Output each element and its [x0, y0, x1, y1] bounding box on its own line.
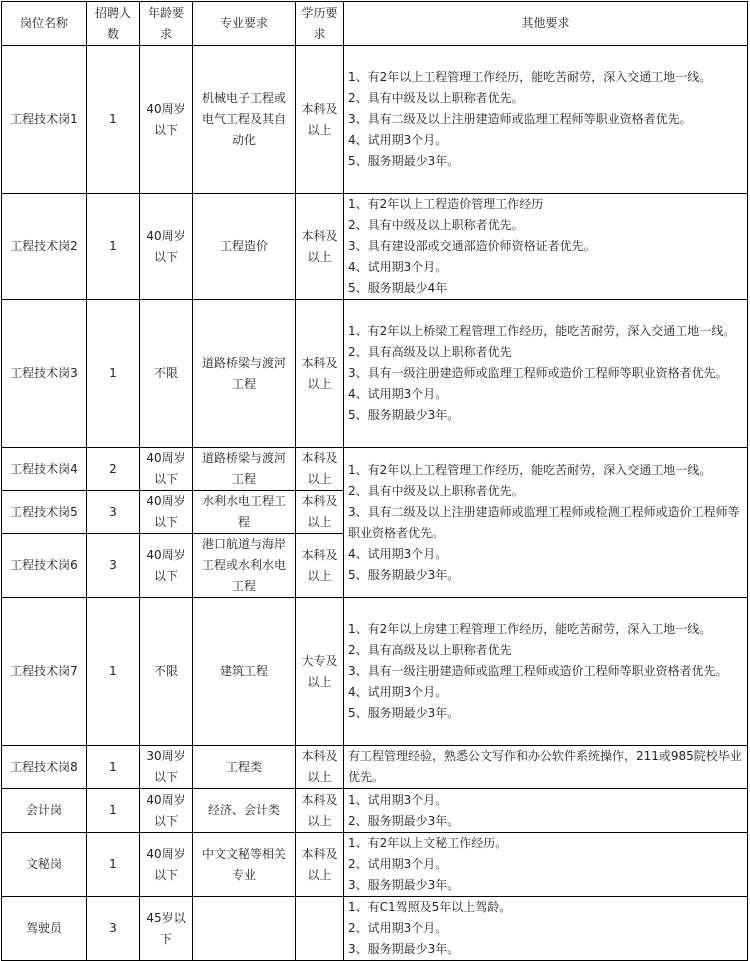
cell-count: 2	[87, 448, 140, 491]
header-major: 专业要求	[193, 2, 296, 46]
cell-education: 本科及以上	[296, 789, 344, 833]
cell-post: 驾驶员	[2, 897, 87, 961]
requirement-line: 4、试用期3个月。	[348, 133, 448, 147]
cell-count: 1	[87, 300, 140, 448]
cell-age: 45岁以下	[140, 897, 193, 961]
cell-count: 1	[87, 833, 140, 897]
cell-major: 经济、会计类	[193, 789, 296, 833]
cell-count: 3	[87, 534, 140, 598]
cell-post: 工程技术岗7	[2, 598, 87, 746]
cell-other-shared	[344, 448, 748, 598]
requirement-line: 3、具有二级及以上注册建造师或监理工程师或检测工程师或造价工程师等职业资格者优先。	[348, 504, 740, 540]
cell-post: 工程技术岗3	[2, 300, 87, 448]
cell-education: 本科及以上	[296, 534, 344, 598]
requirement-line: 1、有2年以上房建工程管理工作经历，能吃苦耐劳，深入工地一线。	[348, 622, 712, 636]
cell-count: 1	[87, 194, 140, 300]
table-row	[2, 789, 748, 833]
requirement-line: 2、具有中级及以上职称者优先。	[348, 218, 524, 232]
cell-post: 工程技术岗4	[2, 448, 87, 491]
table-row	[2, 46, 748, 194]
table-row	[2, 194, 748, 300]
requirement-line: 1、有2年以上桥梁工程管理工作经历，能吃苦耐劳，深入交通工地一线。	[348, 324, 736, 338]
requirement-line: 5、服务期最少3年。	[348, 567, 460, 582]
cell-count: 1	[87, 598, 140, 746]
cell-major: 道路桥梁与渡河工程	[193, 300, 296, 448]
table-row	[2, 746, 748, 789]
cell-age: 40周岁以下	[140, 46, 193, 194]
header-count: 招聘人数	[87, 2, 140, 46]
cell-education: 本科及以上	[296, 746, 344, 789]
requirement-line: 1、有2年以上工程造价管理工作经历	[348, 197, 544, 211]
requirement-line: 5、服务期最少3年。	[348, 408, 460, 422]
requirement-line: 2、具有中级及以上职称者优先。	[348, 91, 524, 105]
cell-age: 40周岁以下	[140, 534, 193, 598]
cell-education: 本科及以上	[296, 300, 344, 448]
cell-other	[344, 598, 748, 746]
requirement-line: 1、有2年以上文秘工作经历。	[348, 836, 508, 850]
table-header-row	[2, 2, 748, 46]
cell-other	[344, 46, 748, 194]
cell-post: 工程技术岗1	[2, 46, 87, 194]
requirement-line: 2、具有高级及以上职称者优先	[348, 345, 512, 359]
cell-other	[344, 833, 748, 897]
cell-age: 不限	[140, 598, 193, 746]
header-other: 其他要求	[344, 2, 748, 46]
cell-age: 40周岁以下	[140, 833, 193, 897]
cell-education: 本科及以上	[296, 46, 344, 194]
table-row	[2, 448, 748, 491]
requirement-line: 4、试用期3个月。	[348, 260, 448, 274]
cell-count: 3	[87, 897, 140, 961]
requirement-line: 4、试用期3个月。	[348, 387, 448, 401]
cell-age: 40周岁以下	[140, 194, 193, 300]
cell-major: 中文文秘等相关专业	[193, 833, 296, 897]
cell-major: 港口航道与海岸工程或水利水电工程	[193, 534, 296, 598]
requirement-line: 2、具有中级及以上职称者优先。	[348, 483, 524, 498]
cell-post: 工程技术岗2	[2, 194, 87, 300]
cell-count: 1	[87, 789, 140, 833]
table-row	[2, 300, 748, 448]
cell-age: 40周岁以下	[140, 491, 193, 534]
cell-other	[344, 746, 748, 789]
cell-count: 1	[87, 46, 140, 194]
requirement-line: 5、服务期最少3年。	[348, 154, 460, 168]
cell-age: 30周岁以下	[140, 746, 193, 789]
requirement-line: 4、试用期3个月。	[348, 685, 448, 699]
header-post: 岗位名称	[2, 2, 87, 46]
cell-education	[296, 897, 344, 961]
requirement-line: 3、具有二级及以上注册建造师或监理工程师等职业资格者优先。	[348, 112, 692, 126]
cell-post: 工程技术岗6	[2, 534, 87, 598]
cell-education: 本科及以上	[296, 448, 344, 491]
cell-education: 本科及以上	[296, 833, 344, 897]
requirement-line: 3、具有建设部或交通部造价师资格证者优先。	[348, 239, 596, 253]
cell-age: 不限	[140, 300, 193, 448]
cell-count: 1	[87, 746, 140, 789]
recruitment-table	[1, 1, 748, 961]
cell-other	[344, 194, 748, 300]
requirement-line: 有工程管理经验，熟悉公文写作和办公软件系统操作，211或985院校毕业优先。	[348, 749, 742, 784]
requirement-line: 3、具有一级注册建造师或监理工程师或造价工程师等职业资格者优先。	[348, 366, 728, 380]
requirement-line: 1、有2年以上工程管理工作经历，能吃苦耐劳，深入交通工地一线。	[348, 70, 712, 84]
cell-count: 3	[87, 491, 140, 534]
header-age: 年龄要求	[140, 2, 193, 46]
requirement-line: 3、服务期最少3年。	[348, 878, 460, 892]
cell-post: 文秘岗	[2, 833, 87, 897]
cell-post: 会计岗	[2, 789, 87, 833]
cell-post: 工程技术岗5	[2, 491, 87, 534]
cell-age: 40周岁以下	[140, 789, 193, 833]
requirement-line: 5、服务期最少3年。	[348, 706, 460, 720]
cell-major: 道路桥梁与渡河工程	[193, 448, 296, 491]
requirement-line: 1、有C1驾照及5年以上驾龄。	[348, 900, 512, 914]
requirement-line: 3、服务期最少3年。	[348, 942, 460, 956]
requirement-line: 2、试用期3个月。	[348, 857, 448, 871]
cell-age: 40周岁以下	[140, 448, 193, 491]
cell-other	[344, 897, 748, 961]
cell-education: 本科及以上	[296, 194, 344, 300]
requirement-line: 2、具有高级及以上职称者优先	[348, 643, 512, 657]
requirement-line: 4、试用期3个月。	[348, 546, 448, 561]
requirement-line: 1、试用期3个月。	[348, 792, 448, 807]
requirement-line: 2、试用期3个月。	[348, 921, 448, 935]
cell-education: 大专及以上	[296, 598, 344, 746]
table-row	[2, 897, 748, 961]
cell-education: 本科及以上	[296, 491, 344, 534]
cell-major: 机械电子工程或电气工程及其自动化	[193, 46, 296, 194]
table-row	[2, 833, 748, 897]
cell-post: 工程技术岗8	[2, 746, 87, 789]
header-education: 学历要求	[296, 2, 344, 46]
cell-major: 工程类	[193, 746, 296, 789]
requirement-line: 2、服务期最少3年。	[348, 813, 460, 828]
cell-other	[344, 300, 748, 448]
requirement-line: 5、服务期最少4年	[348, 281, 448, 295]
requirement-line: 1、有2年以上工程管理工作经历，能吃苦耐劳，深入交通工地一线。	[348, 462, 712, 477]
cell-major: 工程造价	[193, 194, 296, 300]
requirement-line: 3、具有一级注册建造师或监理工程师或造价工程师等职业资格者优先。	[348, 664, 728, 678]
cell-other	[344, 789, 748, 833]
cell-major: 水利水电工程工程	[193, 491, 296, 534]
cell-major	[193, 897, 296, 961]
table-row	[2, 598, 748, 746]
cell-major: 建筑工程	[193, 598, 296, 746]
